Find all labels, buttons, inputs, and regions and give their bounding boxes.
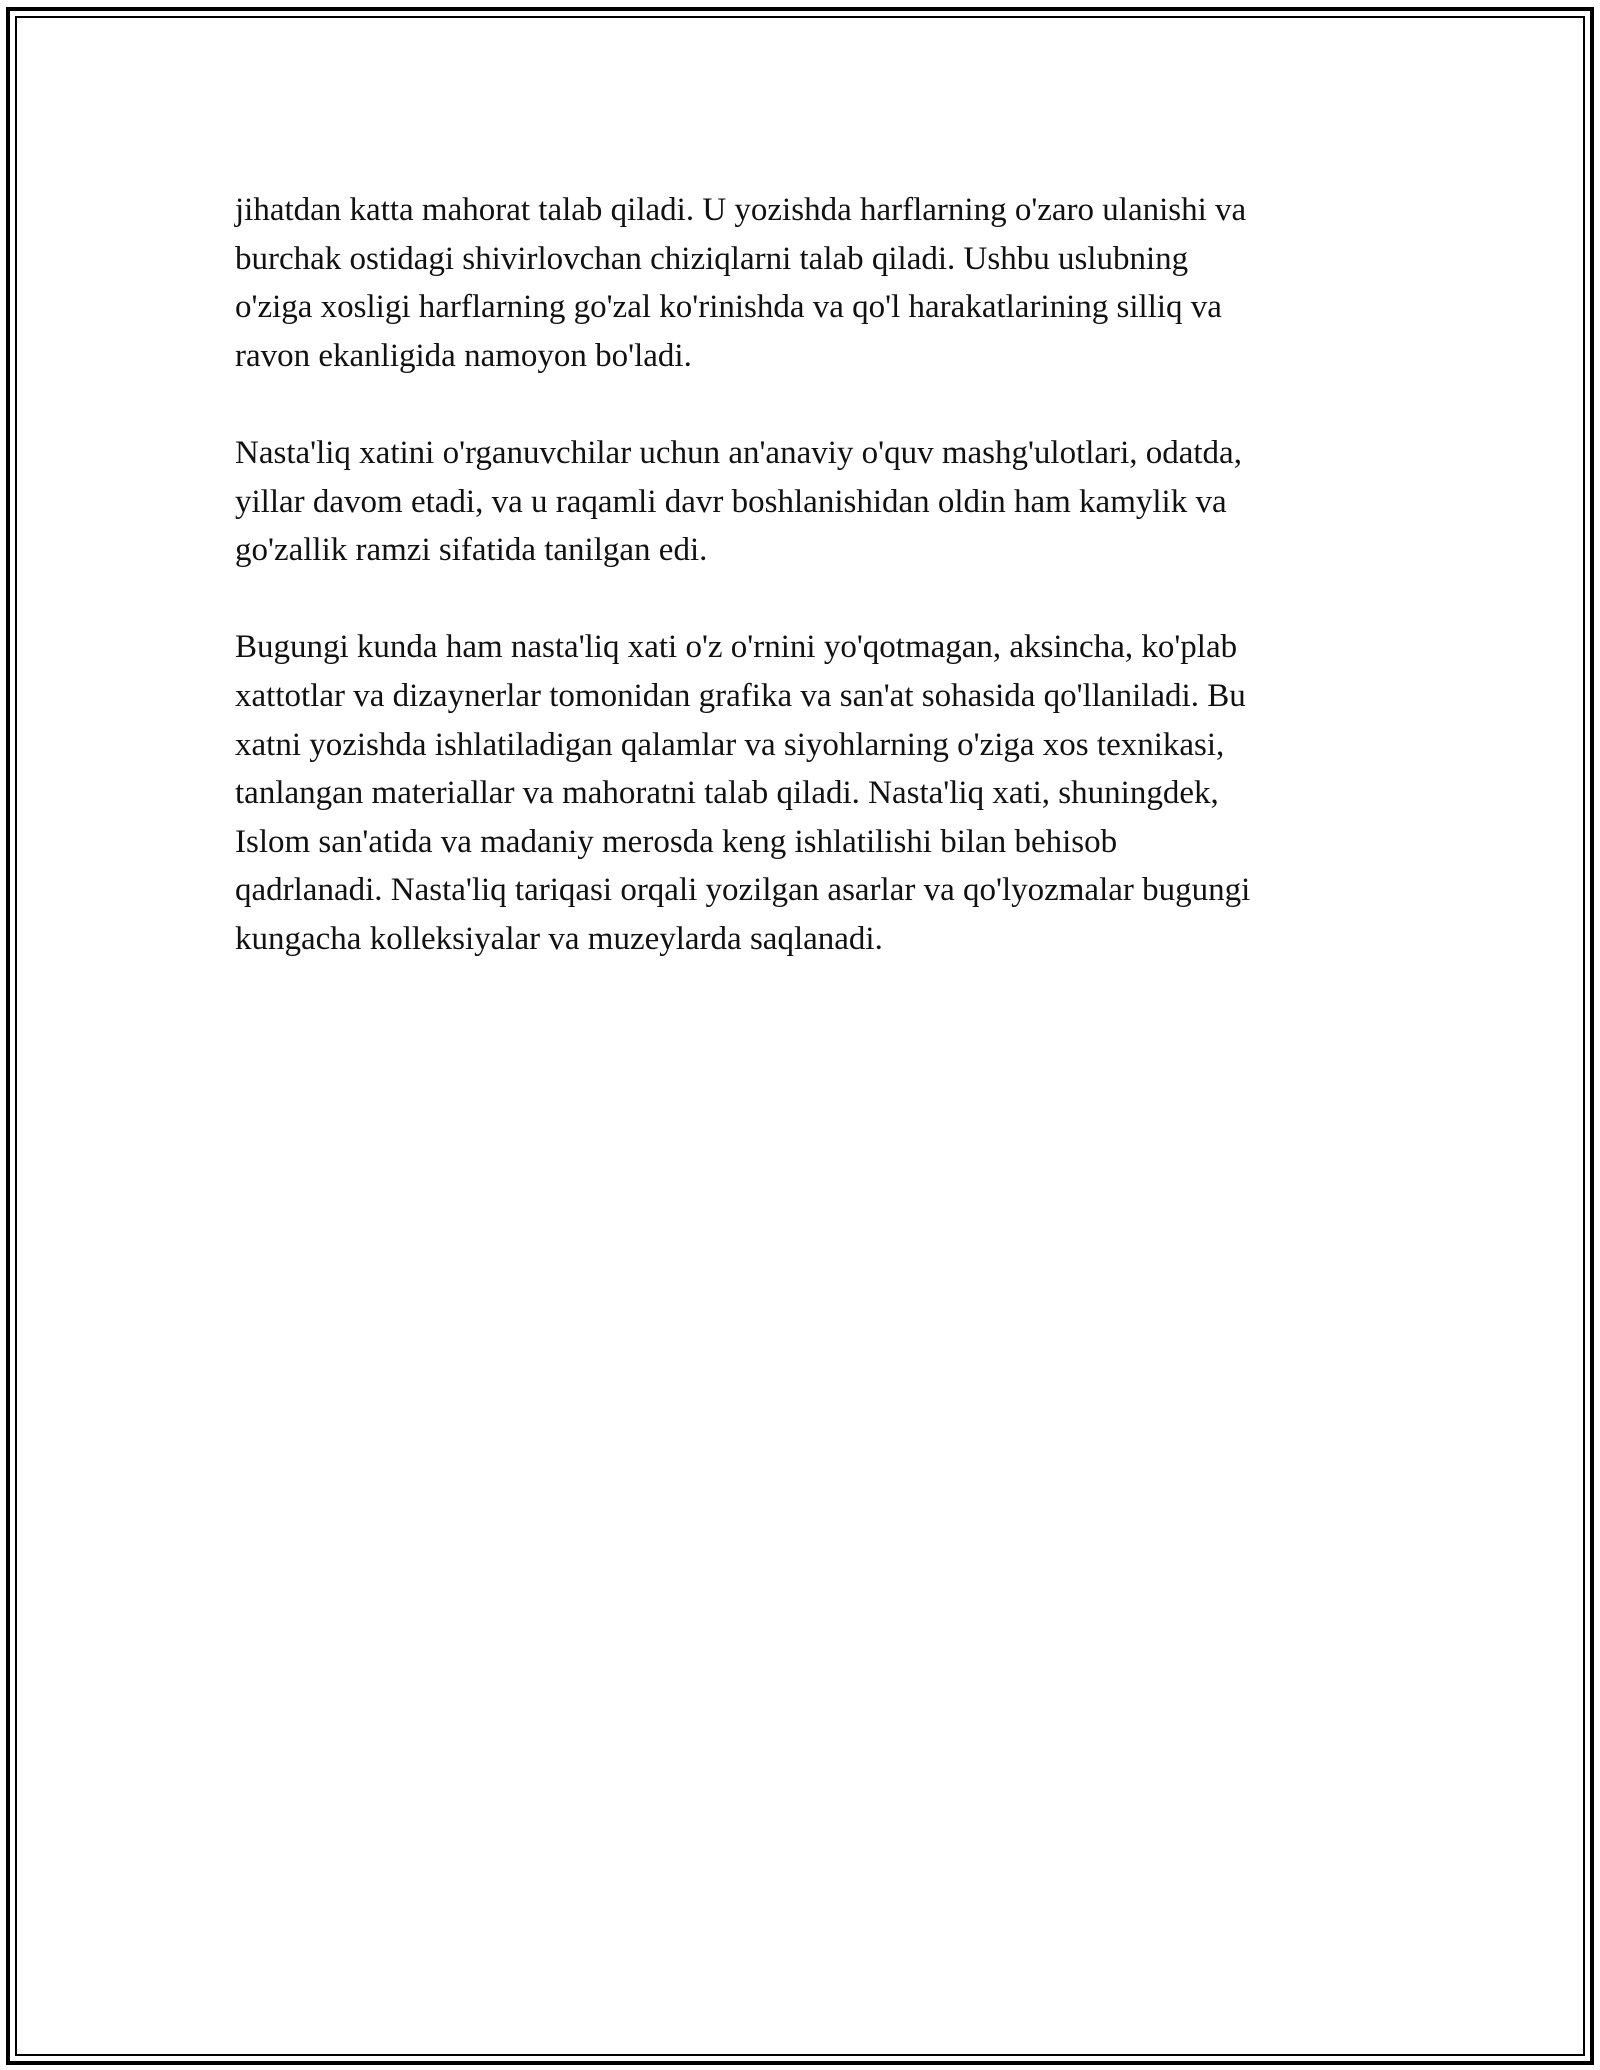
paragraph-2: Nasta'liq xatini o'rganuvchilar uchun an'anaviy o'quv mashg'ulotlari, odatda, yillar davom etadi, va u raqamli davr boshlanishidan oldin ham kamylik va go'zallik ramzi sifatida tanilgan edi. — [235, 434, 1242, 569]
paragraph-1: jihatdan katta mahorat talab qiladi. U yozishda harflarning o'zaro ulanishi va burchak ostidagi shivirlovchan chiziqlarni talab qiladi. Ushbu uslubning o'ziga xosligi harflarning go'zal ko'rinishda va qo'l harakatlarining silliq va ravon ekanligida namoyon bo'ladi. — [235, 192, 1247, 374]
document-body — [235, 186, 1385, 1012]
paragraph-3: Bugungi kunda ham nasta'liq xati o'z o'rnini yo'qotmagan, aksincha, ko'plab xattotlar va dizaynerlar tomonidan grafika va san'at sohasida qo'llaniladi. Bu xatni yozishda ishlatiladigan qalamlar va siyohlarning o'ziga xos texnikasi, tanlangan materiallar va mahoratni talab qiladi. Nasta'liq xati, shuningdek, Islom san'atida va madaniy merosda keng ishlatilishi bilan behisob qadrlanadi. Nasta'liq tariqasi orqali yozilgan asarlar va qo'lyozmalar bugungi kungacha kolleksiyalar va muzeylarda saqlanadi. — [235, 629, 1251, 957]
